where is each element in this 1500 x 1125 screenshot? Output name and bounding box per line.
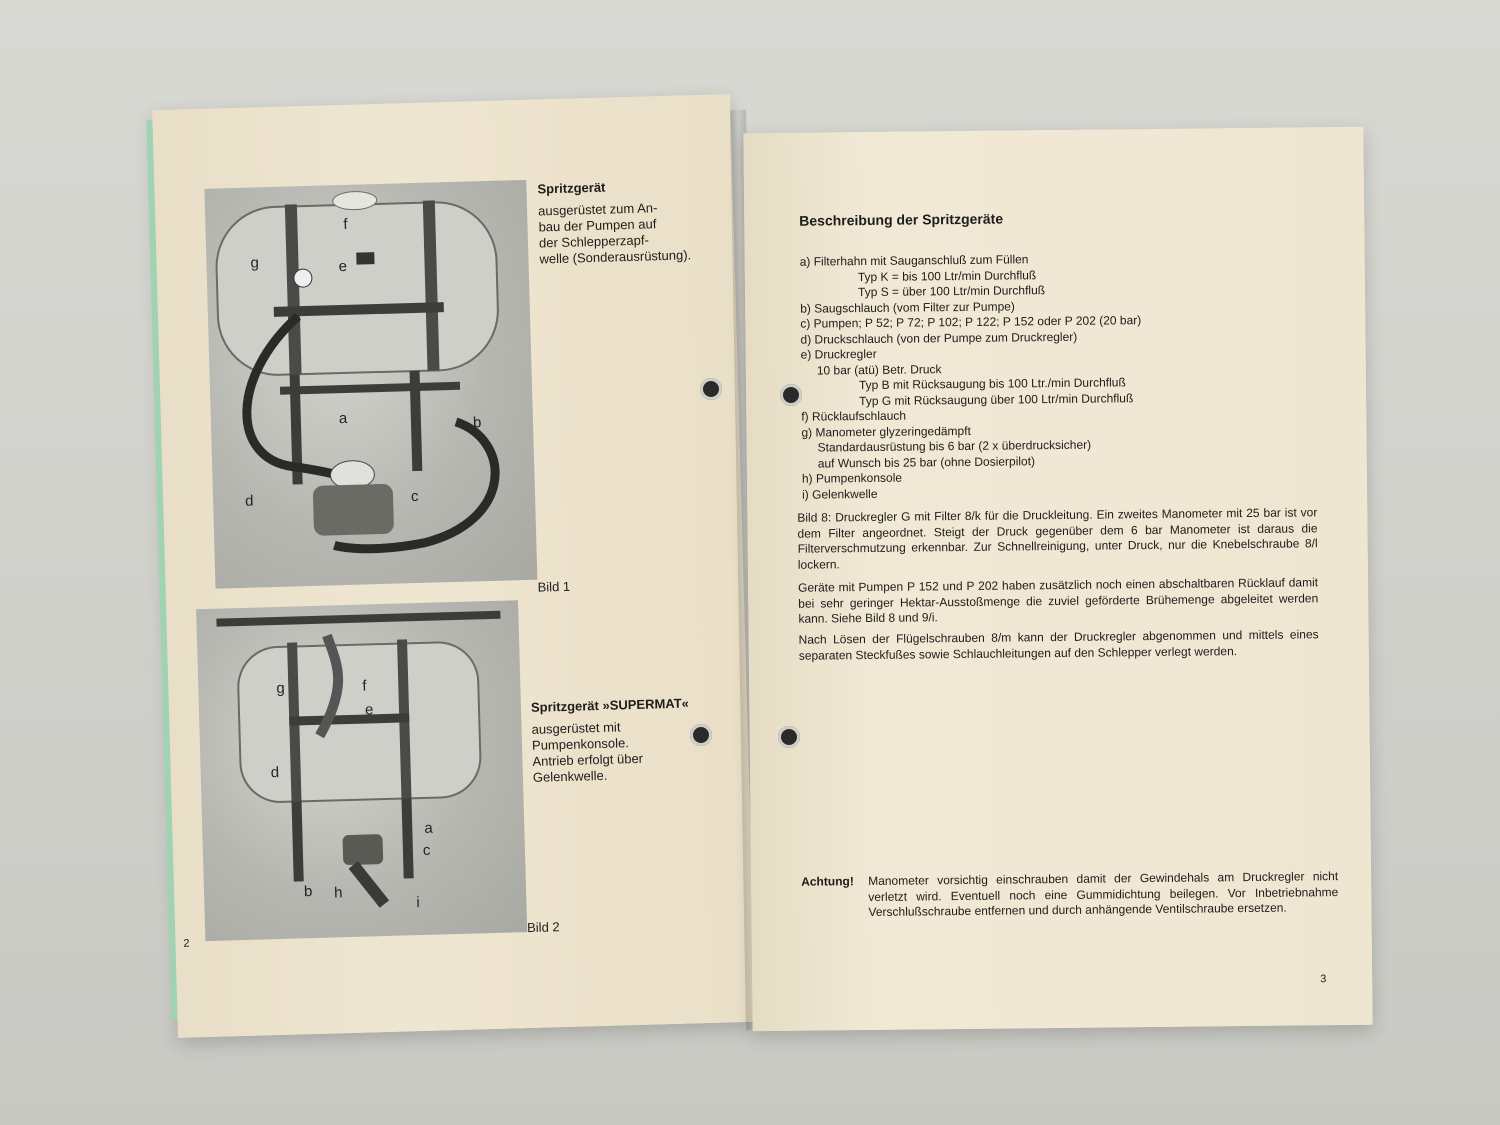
figure1-label: Bild 1	[537, 578, 571, 595]
figure2-photo	[196, 600, 527, 941]
figure1-caption	[538, 199, 691, 267]
caption-line: welle (Sonderausrüstung).	[539, 247, 692, 267]
list-item: 10 bar (atü) Betr. Druck	[816, 361, 942, 378]
list-item: Typ S = über 100 Ltr/min Durchfluß	[857, 283, 1046, 300]
page-number-left: 2	[183, 937, 190, 950]
callout-d: d	[244, 492, 254, 510]
punch-hole	[780, 384, 802, 406]
warning-text: Manometer vorsichtig einschrauben damit der Gewindehals am Druckregler nicht verletzt wird. Eventuell noch eine Gummidichtung beilegen. Vor Inbetriebnahme Verschlußschraube entfernen und durch anhängende Ventilschraube ersetzen.	[868, 869, 1339, 920]
caption-line: ausgerüstet zum An-	[537, 200, 658, 219]
punch-hole	[690, 724, 712, 746]
supermat-sprayer-drawing	[196, 600, 527, 941]
callout-d2: d	[270, 763, 280, 782]
figure2-label: Bild 2	[526, 919, 560, 936]
list-item: f) Rücklaufschlauch	[801, 408, 907, 424]
list-item: auf Wunsch bis 25 bar (ohne Dosierpilot)	[817, 453, 1036, 471]
callout-f: f	[343, 215, 348, 233]
list-item: c) Pumpen; P 52; P 72; P 102; P 122; P 152 oder P 202 (20 bar)	[800, 313, 1142, 331]
callout-c2: c	[422, 841, 431, 859]
figure2-caption-title: Spritzgerät »SUPERMAT«	[530, 695, 690, 715]
caption-line: der Schlepperzapf-	[538, 232, 650, 251]
callout-f2: f	[362, 677, 367, 695]
callout-i2: i	[416, 894, 420, 912]
left-page	[152, 94, 756, 1038]
callout-e2: e	[364, 701, 374, 719]
list-item: a) Filterhahn mit Sauganschluß zum Füllen	[799, 252, 1029, 269]
callout-g: g	[250, 254, 260, 272]
callout-e: e	[338, 257, 348, 276]
callout-b2: b	[303, 883, 313, 901]
caption-line: Gelenkwelle.	[532, 767, 608, 785]
callout-c: c	[410, 487, 419, 506]
callout-g2: g	[276, 679, 285, 698]
figure2-caption	[531, 719, 643, 786]
paragraph-ruecklauf: Geräte mit Pumpen P 152 und P 202 haben zusätzlich noch einen abschaltbaren Rücklauf damit bei sehr geringer Hektar-Ausstoßmenge die zuviel geförderte Brühemenge abgeleitet werden kann. Siehe Bild 8 und 9/i.	[798, 575, 1319, 626]
warning-label: Achtung!	[801, 874, 854, 889]
list-item: Standardausrüstung bis 6 bar (2 x überdrucksicher)	[817, 437, 1092, 455]
list-item: d) Druckschlauch (von der Pumpe zum Druckregler)	[800, 329, 1078, 347]
list-item: Typ G mit Rücksaugung über 100 Ltr/min Durchfluß	[859, 390, 1134, 408]
caption-line: ausgerüstet mit	[531, 719, 621, 737]
list-item: g) Manometer glyzeringedämpft	[801, 423, 971, 440]
list-item: i) Gelenkwelle	[802, 486, 878, 502]
page-number-right: 3	[1320, 973, 1327, 986]
list-item: Typ K = bis 100 Ltr/min Durchfluß	[857, 267, 1037, 284]
figure1-photo	[204, 180, 537, 589]
page-title: Beschreibung der Spritzgeräte	[799, 210, 1004, 229]
list-item: e) Druckregler	[800, 346, 877, 362]
sprayer-tank-drawing	[204, 180, 537, 589]
caption-line: Pumpenkonsole.	[531, 735, 630, 753]
warning-note	[801, 869, 1341, 920]
paragraph-fluegelschrauben: Nach Lösen der Flügelschrauben 8/m kann der Druckregler abgenommen und mittels eines separaten Steckfußes sowie Schlauchleitungen auf den Schlepper verlegt werden.	[798, 627, 1319, 663]
parts-list	[800, 251, 1144, 503]
caption-line: bau der Pumpen auf	[538, 216, 657, 235]
list-item: b) Saugschlauch (vom Filter zur Pumpe)	[800, 298, 1015, 316]
caption-line: Antrieb erfolgt über	[532, 750, 644, 769]
punch-hole	[700, 378, 722, 400]
paragraph-druckregler: Bild 8: Druckregler G mit Filter 8/k für die Druckleitung. Ein zweites Manometer mit 25 bar ist vor dem Filter angeordnet. Steigt der Druck gegenüber dem 6 bar Manometer ist daraus die Filterverschmutzung erkennbar. Zur Schnellreinigung, unter Druck, nur die Knebelschraube 8/l lockern.	[797, 505, 1318, 572]
callout-h2: h	[333, 884, 343, 902]
list-item: h) Pumpenkonsole	[801, 470, 903, 486]
right-page	[743, 127, 1372, 1031]
punch-hole	[778, 726, 800, 748]
callout-a2: a	[424, 819, 433, 837]
figure1-caption-title: Spritzgerät	[537, 179, 606, 197]
callout-a: a	[338, 409, 348, 428]
list-item: Typ B mit Rücksaugung bis 100 Ltr./min Durchfluß	[858, 375, 1126, 393]
callout-b: b	[472, 414, 482, 432]
